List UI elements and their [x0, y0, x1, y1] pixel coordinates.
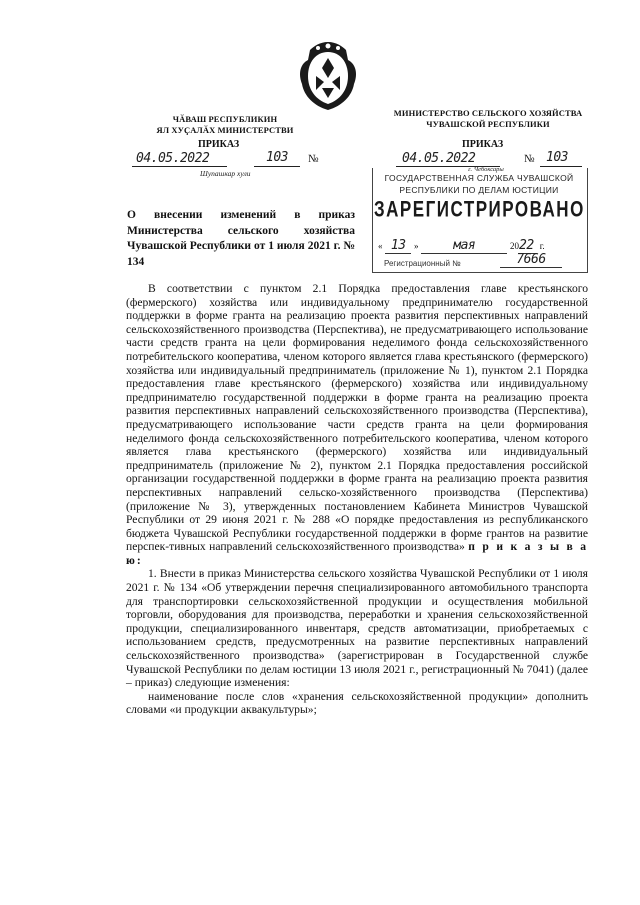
header-left-line2: ЯЛ ХУҪАЛӐХ МИНИСТЕРСТВИ — [156, 125, 294, 135]
stamp-reg-label: Регистрационный № — [384, 259, 461, 268]
doc-type-left: ПРИКАЗ — [198, 139, 240, 150]
body-paragraph-2: 1. Внести в приказ Министерства сельского хозяйства Чувашской Республики от 1 июля 2021 г. № 134 «Об утверждении перечня специализированного автомобильного транспорта для транспортировки сельскохозяйственной продукции и осуществления мобильной торговли, оборудования для производства, переработки и хранения сельскохозяйственной продукции, специализированного инвентаря, средств автоматизации, приобретаемых с использованием средств, предусмотренных на развитие перспективных направлений сельскохозяйственного производства» (зарегистрирован в Государственной службе Чувашской Республики по делам юстиции 13 июля 2021 г., регистрационный № 7041) (далее – приказ) следующие изменения: — [126, 567, 588, 690]
stamp-organization — [374, 172, 584, 196]
stamp-date-row: « 13 » мая 2022 г. — [378, 238, 545, 253]
stamp-org-line1: ГОСУДАРСТВЕННАЯ СЛУЖБА ЧУВАШСКОЙ — [384, 173, 574, 183]
order-phrase: п р и к а з ы в а ю: — [126, 540, 588, 567]
body-paragraph-1 — [126, 282, 588, 567]
header-right — [378, 108, 598, 130]
number-sign-left: № — [308, 153, 319, 165]
stamp-year-suffix: 22 — [519, 238, 537, 254]
header-left-line1: ЧӐВАШ РЕСПУБЛИКИН — [172, 114, 278, 124]
document-title: О внесении изменений в приказ Министерства сельского хозяйства Чувашской Республики от 1 июля 2021 г. № 134 — [127, 209, 355, 268]
stamp-month: мая — [421, 238, 507, 254]
doc-type-right: ПРИКАЗ — [462, 139, 504, 150]
city-left: Шупашкар хули — [200, 169, 251, 178]
order-date-right: 04.05.2022 — [402, 151, 476, 166]
number-underline-right — [540, 166, 582, 167]
stamp-day: 13 — [385, 238, 411, 254]
number-sign-right: № — [524, 153, 535, 165]
stamp-year-prefix: 20 — [510, 241, 519, 251]
body-paragraph-3: наименование после слов «хранения сельскохозяйственной продукции» дополнить словами «и продукции аквакультуры»; — [126, 689, 588, 717]
stamp-status: ЗАРЕГИСТРИРОВАНО — [374, 197, 585, 222]
order-number-left: 103 — [266, 150, 288, 165]
coat-of-arms-emblem — [296, 38, 360, 112]
order-number-right: 103 — [546, 150, 568, 165]
preamble-text: В соответствии с пунктом 2.1 Порядка предоставления главе крестьянского (фермерского) хозяйства или индивидуальному предпринимателю государственной поддержки в форме гранта на реализацию проекта развития перспективных направлений сельскохозяйственного производства (Перспектива), не предусматривающего использование части средств гранта на цели формирования неделимого фонда сельскохозяйственного потребительского кооператива, членом которого является глава крестьянского (фермерского) хозяйства или индивидуальный предприниматель (приложение № 1), пунктом 2.1 Порядка предоставления главе крестьянского (фермерского) хозяйства или индивидуальному предпринимателю государственной поддержки в форме гранта на реализацию проекта развития перспективных направлений сельскохозяйственного производства (Перспектива), предусматривающего использование части средств гранта на цели формирования неделимого фонда сельскохозяйственного потребительского кооператива, членом которого является глава крестьянского (фермерского) хозяйства или индивидуальный предприниматель (приложение № 2), пунктом 2.1 Порядка предоставления российской организации государственной поддержки в форме гранта на реализацию проекта развития перспективных направлений сельско-хозяйственного производства (Перспектива) (приложение № 3), утвержденных постановлением Кабинета Министров Чувашской Республики от 29 июня 2021 г. № 288 «О порядке предоставления из республиканского бюджета Чувашской Республики государственной поддержки в форме грантов на развитие перспек-тивных направлений сельскохозяйственного производства» — [126, 282, 588, 554]
order-date-left: 04.05.2022 — [136, 151, 210, 166]
stamp-reg-number: 7666 — [500, 252, 562, 268]
header-left — [140, 114, 310, 136]
header-right-line2: ЧУВАШСКОЙ РЕСПУБЛИКИ — [426, 119, 550, 129]
date-underline-left — [132, 166, 227, 167]
stamp-org-line2: РЕСПУБЛИКИ ПО ДЕЛАМ ЮСТИЦИИ — [399, 185, 559, 195]
header-right-line1: МИНИСТЕРСТВО СЕЛЬСКОГО ХОЗЯЙСТВА — [393, 108, 583, 118]
number-underline-left — [254, 166, 300, 167]
city-right: г. Чебоксары — [468, 166, 504, 173]
stamp-year-end: г. — [539, 241, 545, 251]
document-body — [126, 282, 588, 717]
